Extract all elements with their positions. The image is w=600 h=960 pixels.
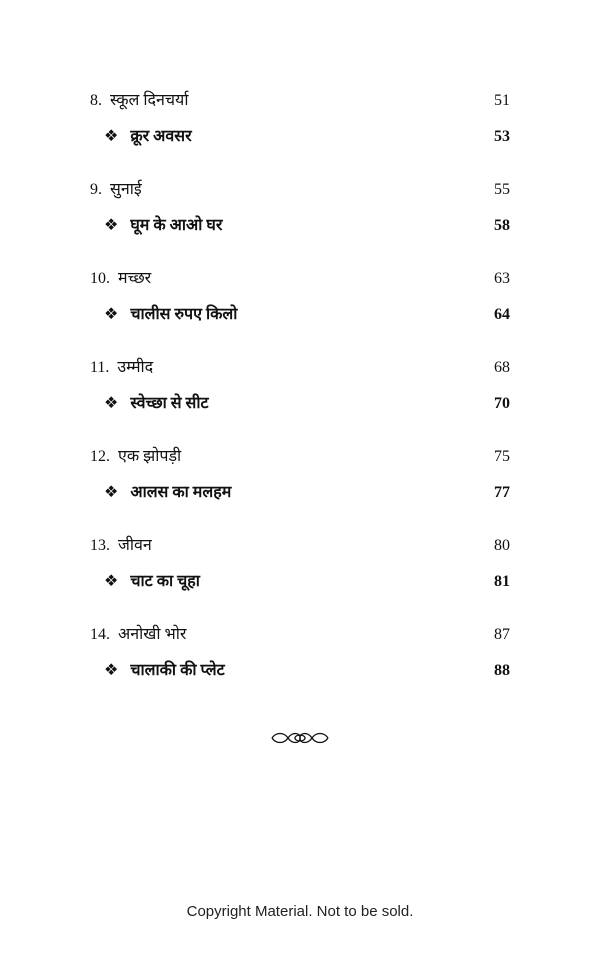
toc-entry: [90, 355, 510, 383]
subentry-title: चाट का चूहा: [130, 573, 200, 590]
chapter-number: 13.: [90, 537, 110, 554]
page-number: 70: [494, 395, 510, 412]
page-number: 55: [494, 181, 510, 198]
toc-subentry: [90, 569, 510, 599]
toc-chapter-13: [90, 533, 510, 622]
chapter-title: उम्मीद: [117, 359, 154, 376]
page-number: 68: [494, 359, 510, 376]
chapter-number: 10.: [90, 270, 110, 287]
toc-subentry: [90, 391, 510, 421]
page-number: 51: [494, 92, 510, 109]
flourish-ornament-icon: [270, 728, 330, 748]
page-number: 88: [494, 662, 510, 679]
page-number: 77: [494, 484, 510, 501]
toc-subentry: [90, 480, 510, 510]
chapter-number: 9.: [90, 181, 102, 198]
chapter-number: 12.: [90, 448, 110, 465]
page-number: 87: [494, 626, 510, 643]
page-number: 81: [494, 573, 510, 590]
toc-entry: [90, 444, 510, 472]
subentry-title: क्रूर अवसर: [130, 128, 192, 145]
subentry-title: घूम के आओ घर: [130, 217, 223, 234]
page-number: 64: [494, 306, 510, 323]
table-of-contents: [90, 88, 510, 711]
subentry-title: आलस का मलहम: [130, 484, 232, 501]
diamond-bullet-icon: ❖: [104, 215, 119, 234]
page-number: 58: [494, 217, 510, 234]
toc-chapter-8: [90, 88, 510, 177]
toc-subentry: [90, 124, 510, 154]
toc-chapter-11: [90, 355, 510, 444]
toc-entry: [90, 88, 510, 116]
chapter-number: 8.: [90, 92, 102, 109]
toc-chapter-9: [90, 177, 510, 266]
toc-subentry: [90, 658, 510, 688]
diamond-bullet-icon: ❖: [104, 660, 119, 679]
toc-subentry: [90, 213, 510, 243]
diamond-bullet-icon: ❖: [104, 393, 119, 412]
toc-entry: [90, 266, 510, 294]
subentry-title: चालीस रुपए किलो: [130, 306, 238, 323]
chapter-title: अनोखी भोर: [118, 626, 187, 643]
subentry-title: स्वेच्छा से सीट: [130, 395, 209, 412]
toc-entry: [90, 533, 510, 561]
toc-entry: [90, 622, 510, 650]
chapter-title: जीवन: [118, 537, 152, 554]
chapter-title: स्कूल दिनचर्या: [110, 92, 189, 109]
toc-chapter-12: [90, 444, 510, 533]
toc-chapter-10: [90, 266, 510, 355]
page-number: 53: [494, 128, 510, 145]
diamond-bullet-icon: ❖: [104, 482, 119, 501]
page-number: 80: [494, 537, 510, 554]
toc-entry: [90, 177, 510, 205]
page-number: 75: [494, 448, 510, 465]
diamond-bullet-icon: ❖: [104, 304, 119, 323]
copyright-notice: Copyright Material. Not to be sold.: [186, 903, 414, 920]
chapter-number: 14.: [90, 626, 110, 643]
subentry-title: चालाकी की प्लेट: [130, 662, 225, 679]
chapter-title: एक झोपड़ी: [118, 448, 182, 465]
toc-subentry: [90, 302, 510, 332]
chapter-number: 11.: [90, 359, 110, 376]
chapter-title: सुनाई: [110, 181, 142, 198]
page-number: 63: [494, 270, 510, 287]
toc-chapter-14: [90, 622, 510, 711]
diamond-bullet-icon: ❖: [104, 126, 119, 145]
chapter-title: मच्छर: [118, 270, 152, 287]
diamond-bullet-icon: ❖: [104, 571, 119, 590]
